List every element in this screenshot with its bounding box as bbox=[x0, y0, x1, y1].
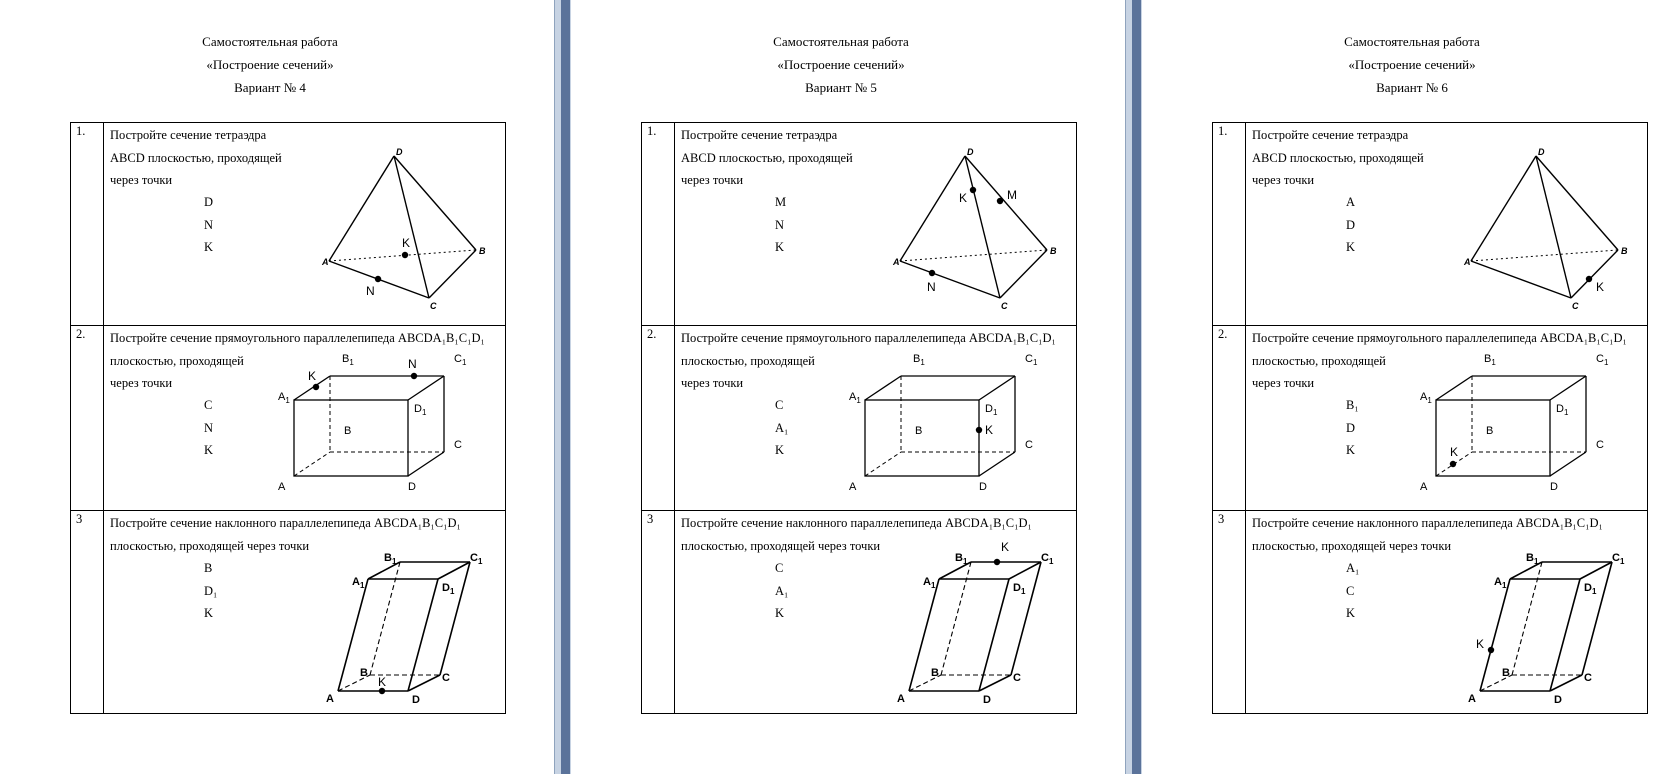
point-k bbox=[970, 187, 976, 193]
svg-text:B: B bbox=[1502, 667, 1510, 679]
svg-text:D: D bbox=[1538, 147, 1545, 157]
svg-text:A1: $A_1$ bbox=[1420, 391, 1432, 405]
svg-text:D1: $D_1$ bbox=[985, 403, 998, 417]
svg-text:D: D bbox=[983, 694, 991, 706]
point-m bbox=[997, 198, 1003, 204]
task-row bbox=[1213, 511, 1648, 714]
svg-text:B: B bbox=[1050, 246, 1057, 256]
svg-text:B: B bbox=[915, 425, 923, 437]
work-subtitle: «Построение сечений» bbox=[206, 57, 334, 72]
rectangular-prism-figure bbox=[274, 352, 494, 512]
svg-text:C: C bbox=[1013, 672, 1021, 684]
document-page-variant-4 bbox=[0, 0, 540, 774]
svg-text:B1: $B_1$ bbox=[955, 552, 968, 566]
svg-text:A: A bbox=[326, 693, 334, 705]
svg-text:C1: $C_1$ bbox=[1596, 353, 1609, 367]
tetrahedron-figure bbox=[316, 143, 491, 313]
svg-text:B: B bbox=[360, 667, 368, 679]
task-points: C A₁ K bbox=[775, 561, 789, 620]
point-k bbox=[1488, 647, 1494, 653]
svg-text:D1: $D_1$ bbox=[442, 582, 455, 596]
svg-text:K: K bbox=[378, 675, 387, 689]
work-title: Самостоятельная работа bbox=[1344, 34, 1480, 49]
svg-text:D1: $D_1$ bbox=[414, 403, 427, 417]
tetrahedron-figure bbox=[1458, 143, 1633, 313]
svg-text:B: B bbox=[931, 667, 939, 679]
task-number: 1. bbox=[1213, 123, 1246, 326]
task-text: Постройте сечение наклонного параллелепипеда ABCDA₁B₁C₁D₁ плоскостью, проходящей через точки bbox=[681, 516, 1032, 553]
svg-text:D1: $D_1$ bbox=[1013, 582, 1026, 596]
variant-label: Вариант № 5 bbox=[805, 80, 877, 95]
svg-text:C1: $C_1$ bbox=[1612, 552, 1625, 566]
point-k bbox=[976, 427, 982, 433]
task-text: Постройте сечение тетраэдра ABCD плоскостью, проходящей через точки bbox=[1252, 128, 1424, 187]
svg-text:A: A bbox=[1464, 257, 1471, 267]
svg-text:C: C bbox=[1596, 439, 1604, 451]
svg-text:C: C bbox=[430, 301, 437, 311]
svg-text:D: D bbox=[412, 694, 420, 706]
svg-text:A: A bbox=[322, 257, 329, 267]
svg-text:B1: $B_1$ bbox=[913, 353, 925, 367]
point-k bbox=[1450, 461, 1456, 467]
page-header bbox=[1142, 30, 1678, 99]
svg-text:C: C bbox=[1001, 301, 1008, 311]
point-n bbox=[929, 270, 935, 276]
svg-text:B: B bbox=[344, 425, 352, 437]
page-header bbox=[0, 30, 540, 99]
svg-text:K: K bbox=[1450, 445, 1459, 459]
task-text: Постройте сечение тетраэдра ABCD плоскостью, проходящей через точки bbox=[681, 128, 853, 187]
work-title: Самостоятельная работа bbox=[202, 34, 338, 49]
tetrahedron-figure bbox=[887, 143, 1062, 313]
task-points: C A₁ K bbox=[775, 398, 789, 457]
work-title: Самостоятельная работа bbox=[773, 34, 909, 49]
svg-text:K: K bbox=[985, 423, 994, 437]
task-number: 2. bbox=[642, 326, 675, 511]
point-k bbox=[994, 559, 1000, 565]
svg-text:A: A bbox=[1468, 693, 1476, 705]
point-k bbox=[402, 252, 408, 258]
svg-text:K: K bbox=[402, 236, 411, 250]
svg-text:K: K bbox=[308, 369, 317, 383]
svg-text:A: A bbox=[897, 693, 905, 705]
task-row bbox=[71, 326, 506, 511]
task-number: 1. bbox=[71, 123, 104, 326]
svg-text:A1: $A_1$ bbox=[352, 576, 365, 590]
svg-text:B1: $B_1$ bbox=[1484, 353, 1496, 367]
point-k bbox=[313, 384, 319, 390]
svg-text:M: M bbox=[1007, 188, 1017, 202]
tasks-table bbox=[641, 122, 1077, 714]
task-row bbox=[71, 511, 506, 714]
svg-text:B1: $B_1$ bbox=[1526, 552, 1539, 566]
svg-text:K: K bbox=[1596, 280, 1605, 294]
point-k bbox=[1586, 276, 1592, 282]
task-points: A₁ C K bbox=[1346, 561, 1360, 620]
svg-text:D1: $D_1$ bbox=[1584, 582, 1597, 596]
svg-text:D1: $D_1$ bbox=[1556, 403, 1569, 417]
svg-text:K: K bbox=[1001, 540, 1010, 554]
oblique-prism-figure bbox=[897, 540, 1075, 711]
svg-text:C: C bbox=[1584, 672, 1592, 684]
svg-text:A1: $A_1$ bbox=[1494, 576, 1507, 590]
svg-text:A1: $A_1$ bbox=[923, 576, 936, 590]
task-points: M N K bbox=[775, 195, 787, 254]
work-subtitle: «Построение сечений» bbox=[777, 57, 905, 72]
task-points: B D₁ K bbox=[204, 561, 218, 620]
rectangular-prism-figure bbox=[845, 352, 1065, 512]
svg-text:N: N bbox=[366, 284, 375, 298]
svg-text:D: D bbox=[396, 147, 403, 157]
svg-text:D: D bbox=[1550, 481, 1558, 493]
svg-text:K: K bbox=[959, 191, 968, 205]
variant-label: Вариант № 6 bbox=[1376, 80, 1448, 95]
svg-text:A: A bbox=[893, 257, 900, 267]
task-number: 1. bbox=[642, 123, 675, 326]
task-points: A D K bbox=[1346, 195, 1356, 254]
task-number: 3 bbox=[1213, 511, 1246, 714]
oblique-prism-figure bbox=[1468, 551, 1646, 711]
task-row bbox=[1213, 123, 1648, 326]
task-text: Постройте сечение наклонного параллелепипеда ABCDA₁B₁C₁D₁ плоскостью, проходящей через точки bbox=[1252, 516, 1603, 553]
task-points: D N K bbox=[204, 195, 214, 254]
svg-text:B1: $B_1$ bbox=[342, 353, 354, 367]
svg-text:B: B bbox=[479, 246, 486, 256]
point-n bbox=[411, 373, 417, 379]
tasks-table bbox=[70, 122, 506, 714]
task-number: 3 bbox=[71, 511, 104, 714]
svg-text:A: A bbox=[278, 481, 286, 493]
work-subtitle: «Построение сечений» bbox=[1348, 57, 1476, 72]
svg-text:C: C bbox=[442, 672, 450, 684]
svg-text:D: D bbox=[1554, 694, 1562, 706]
oblique-prism-figure bbox=[326, 551, 504, 711]
svg-text:D: D bbox=[979, 481, 987, 493]
rectangular-prism-figure bbox=[1416, 352, 1636, 512]
svg-text:A1: $A_1$ bbox=[849, 391, 861, 405]
task-points: C N K bbox=[204, 398, 214, 457]
task-text: Постройте сечение прямоугольного параллелепипеда ABCDA₁B₁C₁D₁ плоскостью, проходящей через точки bbox=[110, 331, 485, 390]
svg-text:C1: $C_1$ bbox=[1025, 353, 1038, 367]
svg-text:C1: $C_1$ bbox=[454, 353, 467, 367]
task-text: Постройте сечение прямоугольного параллелепипеда ABCDA₁B₁C₁D₁ плоскостью, проходящей через точки bbox=[1252, 331, 1627, 390]
task-number: 2. bbox=[1213, 326, 1246, 511]
task-number: 3 bbox=[642, 511, 675, 714]
task-number: 2. bbox=[71, 326, 104, 511]
document-page-variant-6 bbox=[1142, 0, 1678, 774]
task-text: Постройте сечение тетраэдра ABCD плоскостью, проходящей через точки bbox=[110, 128, 282, 187]
task-points: B₁ D K bbox=[1346, 398, 1359, 457]
svg-text:A: A bbox=[1420, 481, 1428, 493]
svg-text:A: A bbox=[849, 481, 857, 493]
variant-label: Вариант № 4 bbox=[234, 80, 306, 95]
document-page-variant-5 bbox=[571, 0, 1111, 774]
task-row bbox=[71, 123, 506, 326]
task-row bbox=[642, 326, 1077, 511]
svg-text:B1: $B_1$ bbox=[384, 552, 397, 566]
svg-text:K: K bbox=[1476, 637, 1485, 651]
svg-text:C1: $C_1$ bbox=[470, 552, 483, 566]
svg-text:A1: $A_1$ bbox=[278, 391, 290, 405]
point-n bbox=[375, 276, 381, 282]
svg-text:C: C bbox=[1572, 301, 1579, 311]
svg-text:D: D bbox=[967, 147, 974, 157]
svg-text:C: C bbox=[1025, 439, 1033, 451]
svg-text:N: N bbox=[927, 280, 936, 294]
svg-text:N: N bbox=[408, 357, 417, 371]
svg-text:B: B bbox=[1486, 425, 1494, 437]
task-text: Постройте сечение наклонного параллелепипеда ABCDA₁B₁C₁D₁ плоскостью, проходящей через точки bbox=[110, 516, 461, 553]
page-header bbox=[571, 30, 1111, 99]
svg-text:D: D bbox=[408, 481, 416, 493]
svg-text:B: B bbox=[1621, 246, 1628, 256]
task-row bbox=[1213, 326, 1648, 511]
svg-text:C: C bbox=[454, 439, 462, 451]
task-row bbox=[642, 123, 1077, 326]
tasks-table bbox=[1212, 122, 1648, 714]
task-row bbox=[642, 511, 1077, 714]
svg-text:C1: $C_1$ bbox=[1041, 552, 1054, 566]
task-text: Постройте сечение прямоугольного параллелепипеда ABCDA₁B₁C₁D₁ плоскостью, проходящей через точки bbox=[681, 331, 1056, 390]
